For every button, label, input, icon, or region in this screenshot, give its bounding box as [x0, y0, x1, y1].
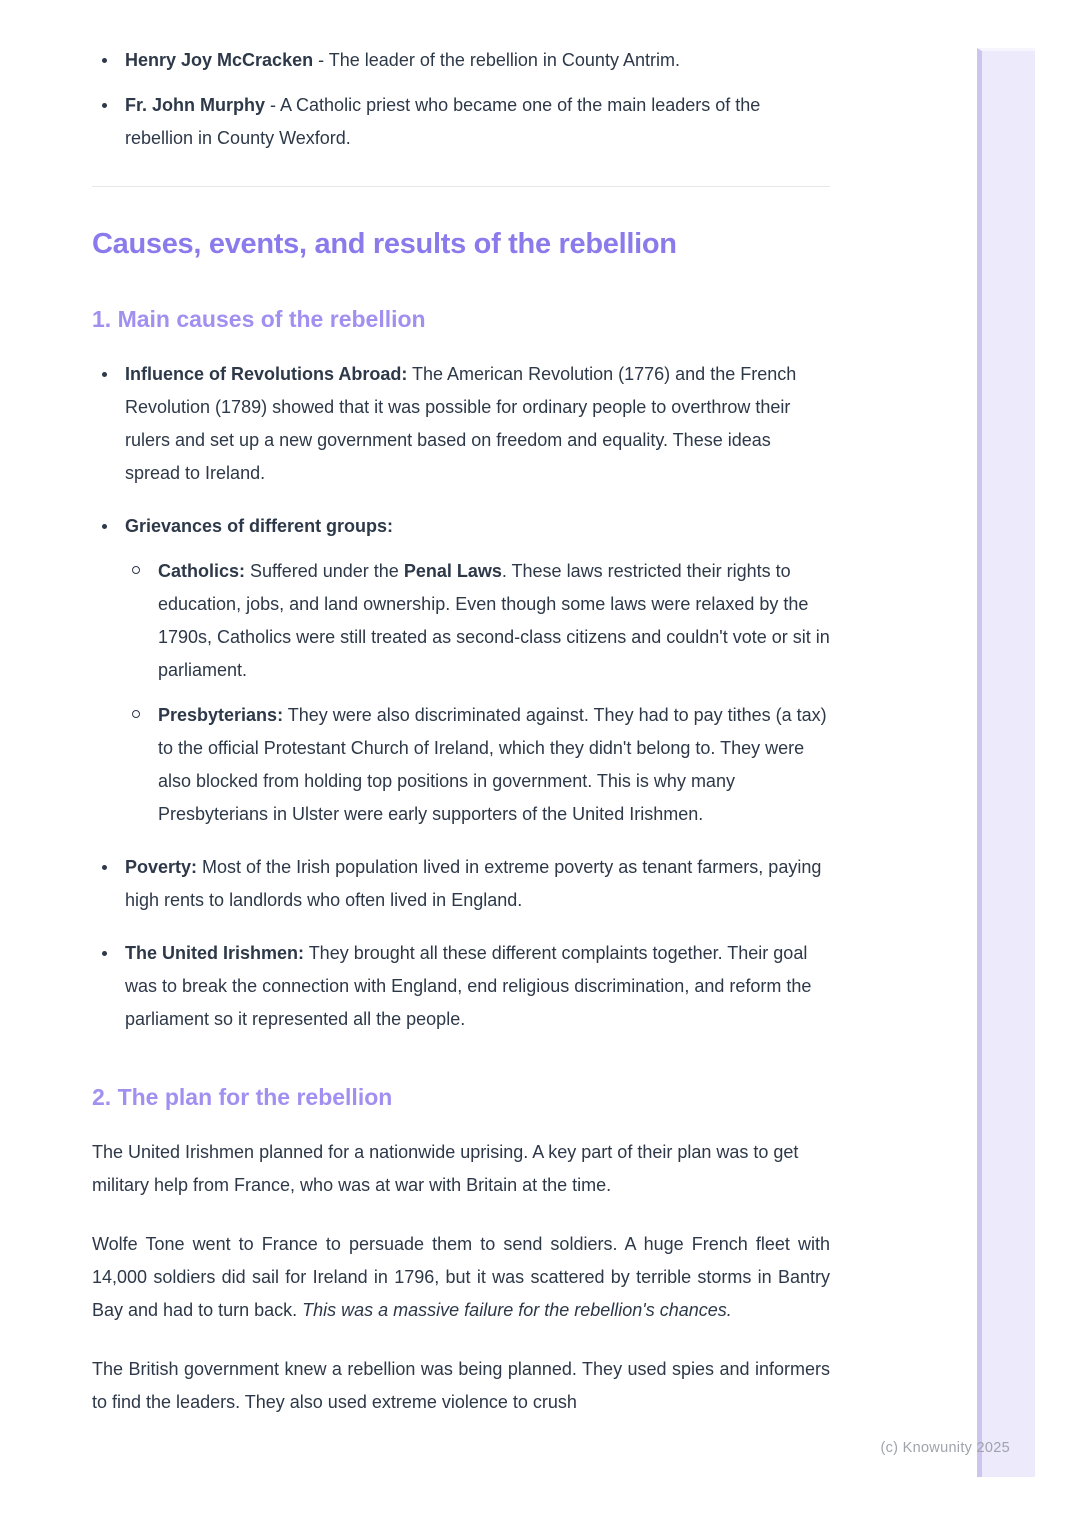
- leaders-list: [92, 44, 830, 155]
- section-divider: [92, 186, 830, 187]
- text-segment: Wolfe Tone went to France to persuade them to send soldiers. A huge French fleet with 14,000 soldiers did sail for Ireland in 1796, but it was scattered by terrible storms in Bantry Bay and had to turn back.: [92, 1234, 830, 1320]
- list-item: [92, 358, 830, 490]
- text-segment: This was a massive failure for the rebellion's chances.: [302, 1300, 732, 1320]
- sub-list: [125, 555, 830, 831]
- text-segment: - The leader of the rebellion in County Antrim.: [313, 50, 680, 70]
- section1-heading: 1. Main causes of the rebellion: [92, 306, 426, 332]
- text-segment: Poverty:: [125, 857, 198, 877]
- plan-paragraphs: [92, 1136, 830, 1419]
- text-segment: Fr. John Murphy: [125, 95, 266, 115]
- section2-heading: 2. The plan for the rebellion: [92, 1084, 393, 1110]
- text-segment: The United Irishmen:: [125, 943, 305, 963]
- text-segment: Penal Laws: [403, 561, 502, 581]
- list-item: [92, 44, 830, 77]
- sub-list-item: [125, 699, 830, 831]
- text-segment: They brought all these different complaints together. Their goal was to break the connection with England, end religious discrimination, and reform the parliament so it represented all the people.: [125, 943, 812, 1029]
- list-item: [92, 851, 830, 917]
- text-segment: Suffered under the: [245, 561, 404, 581]
- text-segment: The American Revolution (1776) and the French Revolution (1789) showed that it was possible for ordinary people to overthrow their rulers and set up a new government based on freedom and equality. These ideas spread to Ireland.: [125, 364, 797, 483]
- paragraph: [92, 1136, 830, 1202]
- document-content: [92, 44, 830, 1445]
- list-item: [92, 89, 830, 155]
- copyright-watermark: (c) Knowunity 2025: [880, 1440, 1010, 1456]
- text-segment: Presbyterians:: [158, 705, 284, 725]
- text-segment: Most of the Irish population lived in extreme poverty as tenant farmers, paying high rents to landlords who often lived in England.: [125, 857, 822, 910]
- text-segment: The British government knew a rebellion was being planned. They used spies and informers to find the leaders. They also used extreme violence to crush: [92, 1359, 830, 1412]
- list-item: [92, 510, 830, 831]
- text-segment: The United Irishmen planned for a nationwide uprising. A key part of their plan was to get military help from France, who was at war with Britain at the time.: [92, 1142, 799, 1195]
- paragraph: [92, 1353, 830, 1419]
- text-segment: Catholics:: [158, 561, 246, 581]
- text-segment: They were also discriminated against. They had to pay tithes (a tax) to the official Protestant Church of Ireland, which they didn't belong to. They were also blocked from holding top positions in government. This is why many Presbyterians in Ulster were early supporters of the United Irishmen.: [158, 705, 827, 824]
- text-segment: Influence of Revolutions Abroad:: [125, 364, 408, 384]
- text-segment: Henry Joy McCracken: [125, 50, 314, 70]
- main-causes-list: [92, 358, 830, 1036]
- text-segment: . These laws restricted their rights to education, jobs, and land ownership. Even though some laws were relaxed by the 1790s, Catholics were still treated as second-class citizens and couldn't vote or sit in parliament.: [158, 561, 830, 680]
- sub-list-item: [125, 555, 830, 687]
- paragraph: [92, 1228, 830, 1327]
- list-item: [92, 937, 830, 1036]
- page-edge-decoration: [977, 48, 1035, 1477]
- text-segment: Grievances of different groups:: [125, 516, 394, 536]
- page-title: Causes, events, and results of the rebellion: [92, 228, 677, 260]
- text-segment: - A Catholic priest who became one of the main leaders of the rebellion in County Wexford.: [125, 95, 761, 148]
